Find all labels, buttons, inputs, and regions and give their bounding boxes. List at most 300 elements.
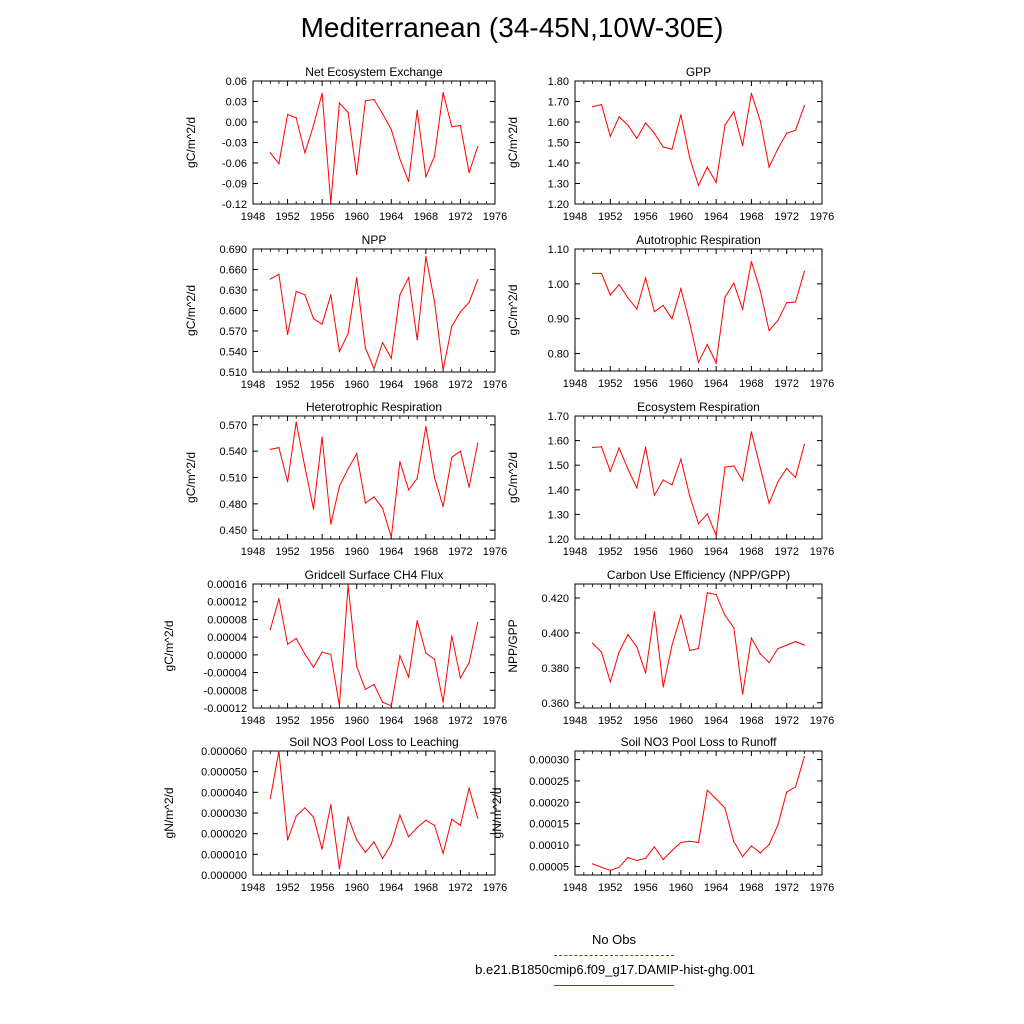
plot-frame bbox=[575, 416, 822, 539]
legend-case-line bbox=[554, 985, 674, 986]
y-axis-label: gC/m^2/d bbox=[184, 285, 198, 336]
data-point bbox=[417, 620, 418, 621]
data-point bbox=[689, 841, 690, 842]
data-point bbox=[278, 750, 279, 751]
x-tick-label: 1952 bbox=[275, 882, 300, 894]
data-point bbox=[627, 297, 628, 298]
x-tick-label: 1960 bbox=[344, 546, 369, 558]
y-tick-label: 0.00008 bbox=[207, 614, 247, 627]
data-point bbox=[296, 816, 297, 817]
data-point bbox=[443, 92, 444, 93]
data-point bbox=[654, 133, 655, 134]
series-line bbox=[270, 93, 477, 203]
data-point bbox=[724, 808, 725, 809]
data-point bbox=[391, 358, 392, 359]
x-tick-label: 1952 bbox=[275, 546, 300, 558]
data-point bbox=[777, 824, 778, 825]
data-point bbox=[313, 817, 314, 818]
data-point bbox=[322, 652, 323, 653]
y-axis-label: gC/m^2/d bbox=[184, 452, 198, 503]
x-tick-label: 1972 bbox=[774, 715, 799, 727]
chart-panel bbox=[490, 735, 834, 894]
data-point bbox=[278, 598, 279, 599]
data-point bbox=[663, 146, 664, 147]
plot-frame bbox=[575, 751, 822, 875]
y-tick-label: 1.60 bbox=[547, 435, 569, 448]
data-point bbox=[382, 113, 383, 114]
x-tick-label: 1960 bbox=[668, 882, 694, 894]
y-tick-label: 0.90 bbox=[547, 313, 569, 326]
data-point bbox=[322, 93, 323, 94]
data-point bbox=[645, 122, 646, 123]
data-point bbox=[434, 301, 435, 302]
data-point bbox=[698, 842, 699, 843]
y-tick-label: 1.00 bbox=[547, 278, 569, 291]
data-point bbox=[592, 106, 593, 107]
x-tick-label: 1976 bbox=[809, 378, 835, 390]
x-tick-label: 1964 bbox=[379, 211, 404, 223]
y-tick-label: 0.00012 bbox=[207, 596, 247, 609]
data-point bbox=[477, 146, 478, 147]
y-tick-label: 1.70 bbox=[547, 411, 569, 423]
data-point bbox=[671, 484, 672, 485]
data-point bbox=[365, 347, 366, 348]
data-point bbox=[270, 629, 271, 630]
x-tick-label: 1964 bbox=[379, 379, 404, 391]
plot-frame bbox=[253, 584, 495, 708]
data-point bbox=[627, 124, 628, 125]
data-point bbox=[408, 181, 409, 182]
data-point bbox=[663, 686, 664, 687]
data-point bbox=[373, 684, 374, 685]
data-point bbox=[339, 868, 340, 869]
data-point bbox=[330, 202, 331, 203]
data-point bbox=[610, 681, 611, 682]
data-point bbox=[751, 638, 752, 639]
x-tick-label: 1972 bbox=[448, 882, 473, 894]
data-point bbox=[680, 114, 681, 115]
page-title: Mediterranean (34-45N,10W-30E) bbox=[300, 12, 724, 43]
data-point bbox=[339, 102, 340, 103]
data-point bbox=[742, 856, 743, 857]
data-point bbox=[373, 99, 374, 100]
data-point bbox=[680, 288, 681, 289]
x-tick-label: 1956 bbox=[309, 546, 335, 558]
data-point bbox=[356, 174, 357, 175]
data-point bbox=[417, 478, 418, 479]
y-tick-label: -0.00008 bbox=[203, 685, 247, 698]
x-tick-label: 1948 bbox=[562, 211, 588, 223]
data-point bbox=[356, 666, 357, 667]
y-tick-label: 0.000040 bbox=[201, 787, 247, 800]
legend-obs-line bbox=[554, 955, 674, 956]
y-tick-label: 0.000050 bbox=[201, 766, 247, 779]
y-tick-label: -0.03 bbox=[221, 137, 247, 150]
x-tick-label: 1968 bbox=[413, 546, 439, 558]
data-point bbox=[671, 850, 672, 851]
data-point bbox=[347, 333, 348, 334]
y-tick-label: 1.30 bbox=[547, 178, 569, 191]
data-point bbox=[804, 645, 805, 646]
data-point bbox=[313, 125, 314, 126]
x-tick-label: 1976 bbox=[809, 882, 835, 894]
y-tick-label: 0.380 bbox=[541, 662, 569, 675]
data-point bbox=[270, 798, 271, 799]
data-point bbox=[751, 93, 752, 94]
x-tick-label: 1972 bbox=[448, 211, 473, 223]
data-point bbox=[296, 291, 297, 292]
x-tick-label: 1956 bbox=[309, 379, 335, 391]
y-tick-label: 0.00030 bbox=[529, 754, 569, 767]
data-point bbox=[417, 339, 418, 340]
data-point bbox=[592, 863, 593, 864]
data-point bbox=[330, 523, 331, 524]
panel-title: Soil NO3 Pool Loss to Leaching bbox=[289, 735, 459, 749]
data-point bbox=[760, 653, 761, 654]
data-point bbox=[330, 804, 331, 805]
data-point bbox=[742, 308, 743, 309]
y-tick-label: 0.570 bbox=[219, 326, 247, 338]
data-point bbox=[460, 825, 461, 826]
data-point bbox=[786, 791, 787, 792]
x-tick-label: 1956 bbox=[309, 715, 335, 727]
data-point bbox=[443, 853, 444, 854]
y-tick-label: -0.06 bbox=[221, 158, 247, 170]
data-point bbox=[443, 369, 444, 370]
data-point bbox=[601, 652, 602, 653]
data-point bbox=[451, 819, 452, 820]
data-point bbox=[477, 279, 478, 280]
data-point bbox=[468, 172, 469, 173]
data-point bbox=[601, 446, 602, 447]
data-point bbox=[287, 481, 288, 482]
data-point bbox=[786, 468, 787, 469]
data-point bbox=[724, 124, 725, 125]
panel-title: Carbon Use Efficiency (NPP/GPP) bbox=[606, 568, 791, 582]
data-point bbox=[460, 451, 461, 452]
x-tick-label: 1948 bbox=[562, 378, 588, 390]
data-point bbox=[654, 846, 655, 847]
series-line bbox=[270, 751, 477, 869]
x-tick-label: 1952 bbox=[598, 211, 623, 223]
x-tick-label: 1960 bbox=[668, 378, 694, 390]
y-tick-label: 1.50 bbox=[547, 460, 569, 473]
panel-title: NPP bbox=[361, 233, 387, 247]
data-point bbox=[654, 311, 655, 312]
data-point bbox=[610, 136, 611, 137]
data-point bbox=[408, 489, 409, 490]
data-point bbox=[768, 503, 769, 504]
data-point bbox=[795, 477, 796, 478]
data-point bbox=[768, 167, 769, 168]
series-line bbox=[593, 432, 805, 535]
data-point bbox=[716, 535, 717, 536]
data-point bbox=[645, 277, 646, 278]
data-point bbox=[619, 116, 620, 117]
data-point bbox=[698, 523, 699, 524]
x-tick-label: 1964 bbox=[379, 715, 404, 727]
data-point bbox=[601, 867, 602, 868]
data-point bbox=[716, 362, 717, 363]
data-point bbox=[330, 654, 331, 655]
panel-title: GPP bbox=[685, 65, 712, 79]
x-tick-label: 1968 bbox=[413, 379, 439, 391]
y-tick-label: 0.000000 bbox=[201, 870, 247, 882]
data-point bbox=[425, 652, 426, 653]
data-point bbox=[716, 594, 717, 595]
x-tick-label: 1960 bbox=[344, 211, 369, 223]
y-tick-label: 1.50 bbox=[547, 137, 569, 150]
y-axis-label: gC/m^2/d bbox=[184, 117, 198, 168]
legend-case-label: b.e21.B1850cmip6.f09_g17.DAMIP-hist-ghg.001 bbox=[475, 962, 755, 977]
data-point bbox=[751, 431, 752, 432]
series-line bbox=[593, 593, 805, 694]
data-point bbox=[742, 480, 743, 481]
x-tick-label: 1952 bbox=[275, 211, 300, 223]
x-tick-label: 1952 bbox=[275, 715, 300, 727]
data-point bbox=[663, 859, 664, 860]
x-tick-label: 1960 bbox=[668, 715, 694, 727]
data-point bbox=[777, 481, 778, 482]
data-point bbox=[636, 308, 637, 309]
x-tick-label: 1952 bbox=[598, 882, 623, 894]
data-point bbox=[477, 622, 478, 623]
data-point bbox=[365, 852, 366, 853]
data-point bbox=[408, 836, 409, 837]
x-tick-label: 1956 bbox=[633, 546, 658, 558]
data-point bbox=[592, 447, 593, 448]
x-tick-label: 1956 bbox=[633, 378, 658, 390]
data-point bbox=[270, 278, 271, 279]
x-tick-label: 1956 bbox=[309, 882, 335, 894]
data-point bbox=[751, 261, 752, 262]
y-tick-label: 0.690 bbox=[219, 244, 247, 256]
data-point bbox=[451, 457, 452, 458]
data-point bbox=[399, 461, 400, 462]
data-point bbox=[610, 870, 611, 871]
x-tick-label: 1976 bbox=[482, 211, 508, 223]
x-tick-label: 1964 bbox=[703, 546, 729, 558]
chart-panel bbox=[506, 65, 834, 223]
data-point bbox=[408, 676, 409, 677]
data-point bbox=[304, 294, 305, 295]
y-tick-label: 1.10 bbox=[547, 244, 569, 256]
data-point bbox=[287, 839, 288, 840]
y-tick-label: 0.000010 bbox=[201, 849, 247, 862]
data-point bbox=[278, 163, 279, 164]
data-point bbox=[313, 318, 314, 319]
x-tick-label: 1956 bbox=[633, 211, 658, 223]
x-tick-label: 1952 bbox=[598, 715, 623, 727]
y-tick-label: 0.450 bbox=[219, 525, 247, 538]
data-point bbox=[270, 152, 271, 153]
panel-title: Net Ecosystem Exchange bbox=[305, 65, 443, 79]
data-point bbox=[443, 506, 444, 507]
data-point bbox=[619, 867, 620, 868]
panel-title: Gridcell Surface CH4 Flux bbox=[304, 568, 444, 582]
data-point bbox=[663, 479, 664, 480]
y-tick-label: 1.60 bbox=[547, 117, 569, 129]
y-tick-label: 1.30 bbox=[547, 509, 569, 522]
data-point bbox=[278, 447, 279, 448]
x-tick-label: 1972 bbox=[774, 378, 799, 390]
y-tick-label: 0.000020 bbox=[201, 828, 247, 841]
data-point bbox=[645, 858, 646, 859]
data-point bbox=[313, 667, 314, 668]
data-point bbox=[339, 351, 340, 352]
y-tick-label: 0.00020 bbox=[529, 797, 569, 810]
data-point bbox=[304, 807, 305, 808]
data-point bbox=[382, 858, 383, 859]
data-point bbox=[698, 185, 699, 186]
data-point bbox=[733, 111, 734, 112]
y-tick-label: 0.420 bbox=[541, 592, 569, 605]
data-point bbox=[347, 468, 348, 469]
chart-panel bbox=[162, 735, 507, 894]
legend-obs-label: No Obs bbox=[591, 932, 637, 947]
data-point bbox=[795, 130, 796, 131]
x-tick-label: 1952 bbox=[598, 378, 623, 390]
data-point bbox=[760, 120, 761, 121]
x-tick-label: 1948 bbox=[240, 211, 266, 223]
data-point bbox=[296, 422, 297, 423]
data-point bbox=[382, 508, 383, 509]
data-point bbox=[636, 860, 637, 861]
data-point bbox=[477, 443, 478, 444]
series-line bbox=[593, 757, 805, 871]
data-point bbox=[391, 705, 392, 706]
chart-panel bbox=[162, 568, 507, 727]
data-point bbox=[330, 294, 331, 295]
data-point bbox=[304, 653, 305, 654]
y-axis-label: gN/m^2/d bbox=[490, 787, 504, 839]
data-point bbox=[417, 827, 418, 828]
y-tick-label: 0.600 bbox=[219, 305, 247, 318]
x-tick-label: 1948 bbox=[240, 546, 266, 558]
data-point bbox=[365, 689, 366, 690]
data-point bbox=[356, 839, 357, 840]
data-point bbox=[724, 467, 725, 468]
y-tick-label: 0.000060 bbox=[201, 746, 247, 758]
data-point bbox=[680, 615, 681, 616]
y-tick-label: 0.00010 bbox=[529, 840, 569, 853]
series-line bbox=[593, 262, 805, 364]
y-tick-label: 0.630 bbox=[219, 285, 247, 297]
chart-panel bbox=[506, 233, 834, 390]
chart-panel bbox=[184, 233, 507, 391]
panel-title: Autotrophic Respiration bbox=[636, 233, 761, 247]
data-point bbox=[627, 468, 628, 469]
y-tick-label: 0.00015 bbox=[529, 818, 569, 831]
y-tick-label: 0.06 bbox=[225, 76, 247, 88]
data-point bbox=[742, 693, 743, 694]
y-tick-label: 0.480 bbox=[219, 498, 247, 511]
data-point bbox=[347, 585, 348, 586]
data-point bbox=[760, 852, 761, 853]
x-tick-label: 1956 bbox=[633, 882, 658, 894]
data-point bbox=[391, 843, 392, 844]
data-point bbox=[795, 641, 796, 642]
x-tick-label: 1976 bbox=[809, 546, 835, 558]
data-point bbox=[356, 453, 357, 454]
x-tick-label: 1960 bbox=[668, 211, 694, 223]
data-point bbox=[733, 283, 734, 284]
chart-panel bbox=[506, 568, 834, 727]
data-point bbox=[468, 788, 469, 789]
data-point bbox=[707, 592, 708, 593]
x-tick-label: 1948 bbox=[562, 882, 588, 894]
data-point bbox=[768, 330, 769, 331]
data-point bbox=[468, 662, 469, 663]
x-tick-label: 1976 bbox=[482, 546, 508, 558]
data-point bbox=[304, 466, 305, 467]
x-tick-label: 1972 bbox=[448, 546, 473, 558]
y-tick-label: -0.12 bbox=[221, 199, 247, 211]
series-line bbox=[270, 257, 477, 370]
data-point bbox=[698, 362, 699, 363]
y-tick-label: 0.660 bbox=[219, 264, 247, 277]
y-tick-label: 0.540 bbox=[219, 446, 247, 459]
data-point bbox=[777, 148, 778, 149]
chart-panel bbox=[184, 400, 507, 558]
y-tick-label: 0.00005 bbox=[529, 861, 569, 874]
data-point bbox=[645, 447, 646, 448]
data-point bbox=[636, 646, 637, 647]
data-point bbox=[391, 129, 392, 130]
y-tick-label: 0.540 bbox=[219, 346, 247, 359]
x-tick-label: 1948 bbox=[562, 715, 588, 727]
data-point bbox=[804, 756, 805, 757]
data-point bbox=[391, 537, 392, 538]
data-point bbox=[373, 841, 374, 842]
data-point bbox=[786, 133, 787, 134]
y-tick-label: 0.00000 bbox=[207, 649, 247, 662]
chart-panel bbox=[184, 65, 507, 223]
x-tick-label: 1948 bbox=[240, 379, 266, 391]
y-tick-label: -0.00004 bbox=[203, 667, 247, 680]
data-point bbox=[795, 786, 796, 787]
plot-frame bbox=[253, 249, 495, 372]
data-point bbox=[654, 495, 655, 496]
data-point bbox=[768, 844, 769, 845]
series-line bbox=[593, 93, 805, 185]
data-point bbox=[356, 277, 357, 278]
data-point bbox=[347, 112, 348, 113]
y-tick-label: 0.510 bbox=[219, 472, 247, 485]
data-point bbox=[425, 426, 426, 427]
y-tick-label: 0.000030 bbox=[201, 808, 247, 820]
data-point bbox=[468, 302, 469, 303]
x-tick-label: 1968 bbox=[413, 882, 439, 894]
x-tick-label: 1972 bbox=[774, 882, 799, 894]
data-point bbox=[707, 167, 708, 168]
x-tick-label: 1952 bbox=[598, 546, 623, 558]
data-point bbox=[270, 449, 271, 450]
data-point bbox=[698, 648, 699, 649]
y-axis-label: NPP/GPP bbox=[506, 619, 520, 673]
data-point bbox=[287, 334, 288, 335]
x-tick-label: 1960 bbox=[344, 715, 369, 727]
x-tick-label: 1968 bbox=[739, 378, 764, 390]
data-point bbox=[425, 820, 426, 821]
x-tick-label: 1948 bbox=[240, 882, 266, 894]
data-point bbox=[689, 157, 690, 158]
data-point bbox=[724, 615, 725, 616]
data-point bbox=[742, 145, 743, 146]
data-point bbox=[619, 652, 620, 653]
data-point bbox=[786, 302, 787, 303]
data-point bbox=[707, 513, 708, 514]
